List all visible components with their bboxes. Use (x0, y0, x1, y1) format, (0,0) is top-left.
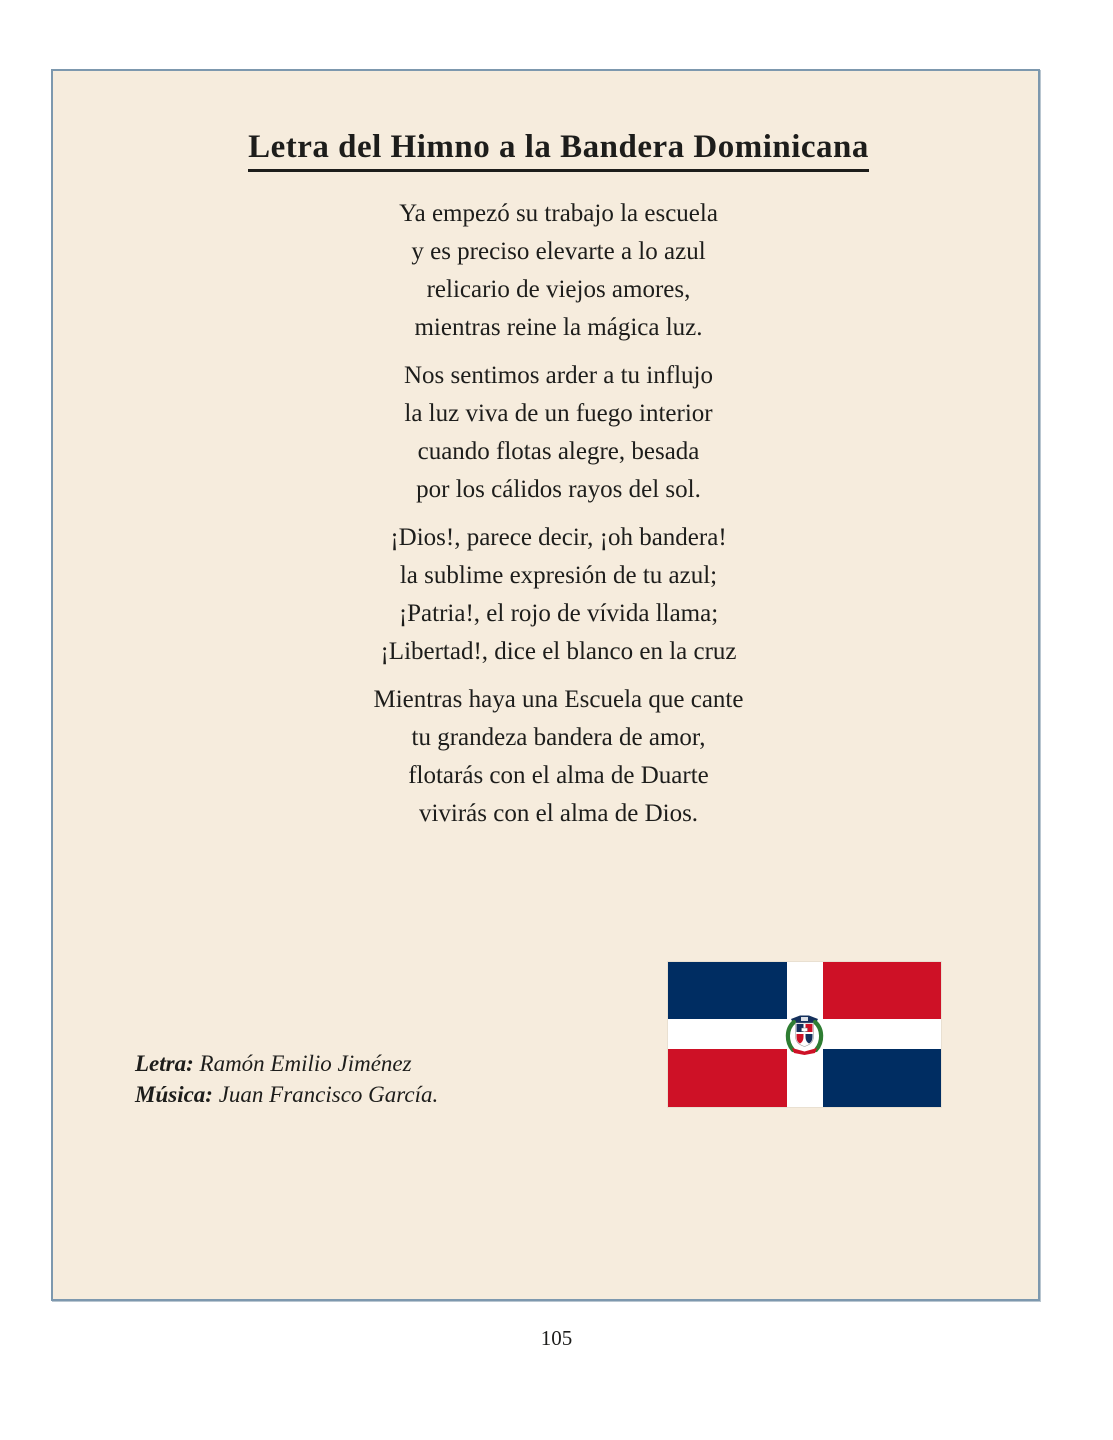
poem-line: flotarás con el alma de Duarte (408, 762, 709, 789)
page-number: 105 (540, 1326, 573, 1350)
credit-musica-label: Música: (135, 1082, 213, 1107)
flag-quadrant-red-top-right (823, 962, 941, 1019)
poem-line: mientras reine la mágica luz. (414, 314, 703, 341)
credit-letra-name: Ramón Emilio Jiménez (199, 1051, 412, 1076)
poem-line: relicario de viejos amores, (426, 276, 691, 303)
poem-line: la luz viva de un fuego interior (404, 400, 713, 427)
poem-line: vivirás con el alma de Dios. (418, 800, 699, 827)
poem-line: y es preciso elevarte a lo azul (411, 238, 706, 265)
flag-quadrant-red-bottom-left (668, 1049, 787, 1107)
poem-line: ¡Patria!, el rojo de vívida llama; (398, 600, 719, 627)
page-title (79, 127, 1038, 167)
poem-line: Mientras haya una Escuela que cante (373, 686, 744, 713)
page-content (53, 71, 1038, 833)
poem-line: ¡Libertad!, dice el blanco en la cruz (380, 638, 737, 665)
poem-stanza-2 (79, 357, 1038, 509)
poem-line: ¡Dios!, parece decir, ¡oh bandera! (390, 524, 727, 551)
dominican-flag-image (668, 962, 941, 1107)
poem-stanza-1 (79, 195, 1038, 347)
poem-line: por los cálidos rayos del sol. (416, 476, 701, 503)
credit-letra-label: Letra: (135, 1051, 194, 1076)
page-sheet (51, 69, 1040, 1301)
credit-musica (135, 1079, 438, 1110)
poem-stanza-3 (79, 519, 1038, 671)
poem-line: cuando flotas alegre, besada (417, 438, 700, 465)
page-title-text: Letra del Himno a la Bandera Dominicana (248, 129, 869, 172)
poem (79, 195, 1038, 833)
poem-line: la sublime expresión de tu azul; (399, 562, 718, 589)
credit-letra (135, 1048, 438, 1079)
poem-line: Nos sentimos arder a tu influjo (404, 362, 713, 389)
credits-block (135, 1048, 438, 1110)
flag-quadrant-blue-bottom-right (823, 1049, 941, 1107)
credit-musica-name: Juan Francisco García. (218, 1082, 439, 1107)
poem-line: tu grandeza bandera de amor, (411, 724, 706, 751)
coat-of-arms-icon (779, 1011, 830, 1058)
poem-line: Ya empezó su trabajo la escuela (399, 200, 718, 227)
poem-stanza-4 (79, 681, 1038, 833)
flag-quadrant-blue-top-left (668, 962, 787, 1019)
